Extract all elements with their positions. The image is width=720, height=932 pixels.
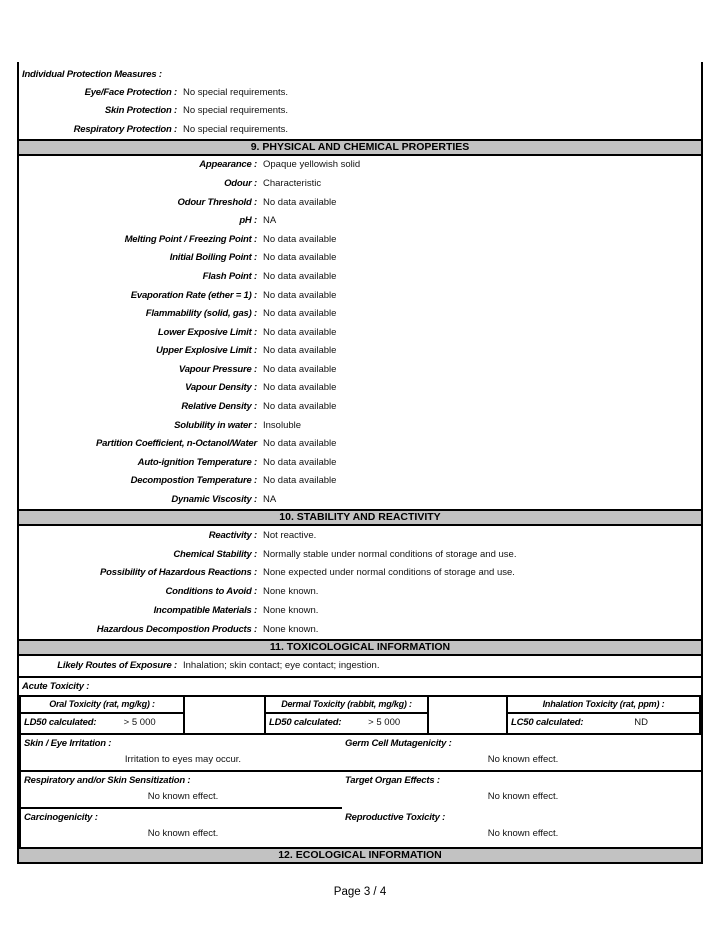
property-label: Decompostion Temperature : (130, 475, 257, 487)
property-value: No data available (263, 289, 337, 301)
property-row (19, 545, 701, 564)
protection-rows (19, 83, 701, 138)
property-row (19, 323, 701, 342)
property-value: None known. (263, 586, 319, 598)
property-row (19, 582, 701, 601)
property-label: Conditions to Avoid : (165, 586, 257, 598)
property-label: Incompatible Materials : (153, 604, 257, 616)
toxicity-effects-grid (19, 735, 701, 847)
property-row (19, 120, 701, 138)
physical-properties-section (19, 156, 701, 509)
effect-label: Skin / Eye Irritation : (24, 737, 112, 749)
property-value: Characteristic (263, 177, 322, 189)
property-row (19, 156, 701, 175)
property-row (19, 620, 701, 639)
property-row (19, 211, 701, 230)
effect-label: Reproductive Toxicity : (345, 812, 446, 824)
property-value: Opaque yellowish solid (263, 159, 361, 171)
property-row (19, 453, 701, 472)
property-label: Auto-ignition Temperature : (137, 456, 257, 468)
property-label: Vapour Density : (185, 382, 257, 394)
property-label: Dynamic Viscosity : (171, 494, 257, 506)
inhalation-toxicity-header: Inhalation Toxicity (rat, ppm) : (508, 697, 699, 714)
oral-toxicity-header: Oral Toxicity (rat, mg/kg) : (21, 697, 183, 714)
property-value: Not reactive. (263, 529, 317, 541)
property-label: Odour : (224, 177, 257, 189)
property-value: No data available (263, 363, 337, 375)
property-label: Partition Coefficient, n-Octanol/Water (96, 438, 257, 450)
property-value: No data available (263, 401, 337, 413)
property-label: Chemical Stability : (173, 548, 257, 560)
property-row (19, 526, 701, 545)
table-spacer (429, 697, 506, 733)
effect-cell (19, 735, 342, 772)
property-row (19, 83, 701, 101)
property-row (19, 286, 701, 305)
property-value: No data available (263, 475, 337, 487)
property-row (19, 249, 701, 268)
property-label: pH : (239, 215, 257, 227)
section-12-header: 12. ECOLOGICAL INFORMATION (19, 847, 701, 864)
section-9-header: 9. PHYSICAL AND CHEMICAL PROPERTIES (19, 139, 701, 156)
property-label: Vapour Pressure : (178, 363, 257, 375)
effect-label: Target Organ Effects : (345, 774, 440, 786)
effect-cell (342, 809, 701, 846)
property-value: No data available (263, 456, 337, 468)
acute-toxicity-label: Acute Toxicity : (22, 680, 90, 692)
dermal-ld50-label: LD50 calculated: (269, 716, 342, 728)
acute-toxicity-row (19, 678, 701, 697)
property-row (19, 174, 701, 193)
property-label: Appearance : (199, 159, 257, 171)
acute-toxicity-table (19, 697, 701, 735)
property-value: Normally stable under normal conditions of storage and use. (263, 548, 517, 560)
property-value: None known. (263, 604, 319, 616)
property-value: No data available (263, 326, 337, 338)
dermal-toxicity-header: Dermal Toxicity (rabbit, mg/kg) : (266, 697, 427, 714)
property-value: No special requirements. (183, 123, 289, 135)
effect-value: Irritation to eyes may occur. (124, 753, 242, 765)
stability-section (19, 526, 701, 639)
property-row (19, 563, 701, 582)
property-value: None known. (263, 623, 319, 635)
effect-label: Carcinogenicity : (24, 812, 98, 824)
effect-label: Germ Cell Mutagenicity : (345, 737, 452, 749)
likely-routes-value: Inhalation; skin contact; eye contact; ingestion. (183, 660, 380, 672)
property-value: No special requirements. (183, 87, 289, 99)
property-label: Relative Density : (181, 401, 257, 413)
property-value: No special requirements. (183, 105, 289, 117)
property-label: Hazardous Decompostion Products : (96, 623, 257, 635)
property-value: No data available (263, 438, 337, 450)
property-value: No data available (263, 382, 337, 394)
property-row (19, 601, 701, 620)
property-row (19, 102, 701, 120)
property-label: Lower Exposive Limit : (157, 326, 257, 338)
property-label: Evaporation Rate (ether = 1) : (130, 289, 257, 301)
property-row (19, 267, 701, 286)
effect-value: No known effect. (487, 790, 559, 802)
property-value: None expected under normal conditions of storage and use. (263, 567, 515, 579)
property-row (19, 472, 701, 491)
dermal-ld50-value: > 5 000 (368, 716, 401, 728)
property-row (19, 397, 701, 416)
property-row (19, 230, 701, 249)
property-label: Flash Point : (202, 270, 257, 282)
property-value: No data available (263, 270, 337, 282)
property-label: Solubility in water : (174, 419, 257, 431)
effect-cell (342, 735, 701, 772)
property-label: Possibility of Hazardous Reactions : (100, 567, 257, 579)
property-value: No data available (263, 196, 337, 208)
property-label: Initial Boiling Point : (169, 252, 257, 264)
section-11-header: 11. TOXICOLOGICAL INFORMATION (19, 639, 701, 656)
effect-value: No known effect. (147, 790, 219, 802)
property-label: Melting Point / Freezing Point : (124, 233, 257, 245)
property-value: No data available (263, 252, 337, 264)
likely-routes-row (19, 656, 701, 678)
effect-value: No known effect. (147, 828, 219, 840)
property-value: No data available (263, 308, 337, 320)
effect-label: Respiratory and/or Skin Sensitization : (24, 774, 191, 786)
property-value: Insoluble (263, 419, 302, 431)
property-value: No data available (263, 233, 337, 245)
oral-toxicity-box (19, 697, 185, 733)
property-label: Flammability (solid, gas) : (145, 308, 257, 320)
likely-routes-label: Likely Routes of Exposure : (57, 660, 177, 672)
property-row (19, 304, 701, 323)
property-row (19, 193, 701, 212)
property-row (19, 416, 701, 435)
dermal-toxicity-box (264, 697, 429, 733)
page-number: Page 3 / 4 (333, 886, 387, 898)
protection-measures-title: Individual Protection Measures : (22, 68, 162, 80)
protection-measures-section (19, 62, 701, 139)
section-10-header: 10. STABILITY AND REACTIVITY (19, 509, 701, 526)
property-row (19, 490, 701, 509)
property-value: NA (263, 494, 277, 506)
property-label: Skin Protection : (104, 105, 177, 117)
inhalation-lc50-label: LC50 calculated: (511, 716, 584, 728)
property-label: Respiratory Protection : (73, 123, 177, 135)
property-row (19, 342, 701, 361)
effect-cell (19, 772, 342, 809)
oral-ld50-value: > 5 000 (123, 716, 156, 728)
property-value: NA (263, 215, 277, 227)
property-label: Odour Threshold : (177, 196, 257, 208)
inhalation-toxicity-box (506, 697, 701, 733)
effect-value: No known effect. (487, 753, 559, 765)
property-label: Upper Explosive Limit : (156, 345, 257, 357)
property-label: Eye/Face Protection : (84, 87, 177, 99)
effect-value: No known effect. (487, 828, 559, 840)
table-spacer (185, 697, 264, 733)
property-row (19, 360, 701, 379)
property-label: Reactivity : (208, 529, 257, 541)
oral-ld50-label: LD50 calculated: (24, 716, 97, 728)
effect-cell (19, 809, 342, 846)
effect-cell (342, 772, 701, 809)
property-row (19, 379, 701, 398)
sds-document (17, 62, 703, 864)
property-row (19, 434, 701, 453)
inhalation-lc50-value: ND (634, 716, 649, 728)
property-value: No data available (263, 345, 337, 357)
